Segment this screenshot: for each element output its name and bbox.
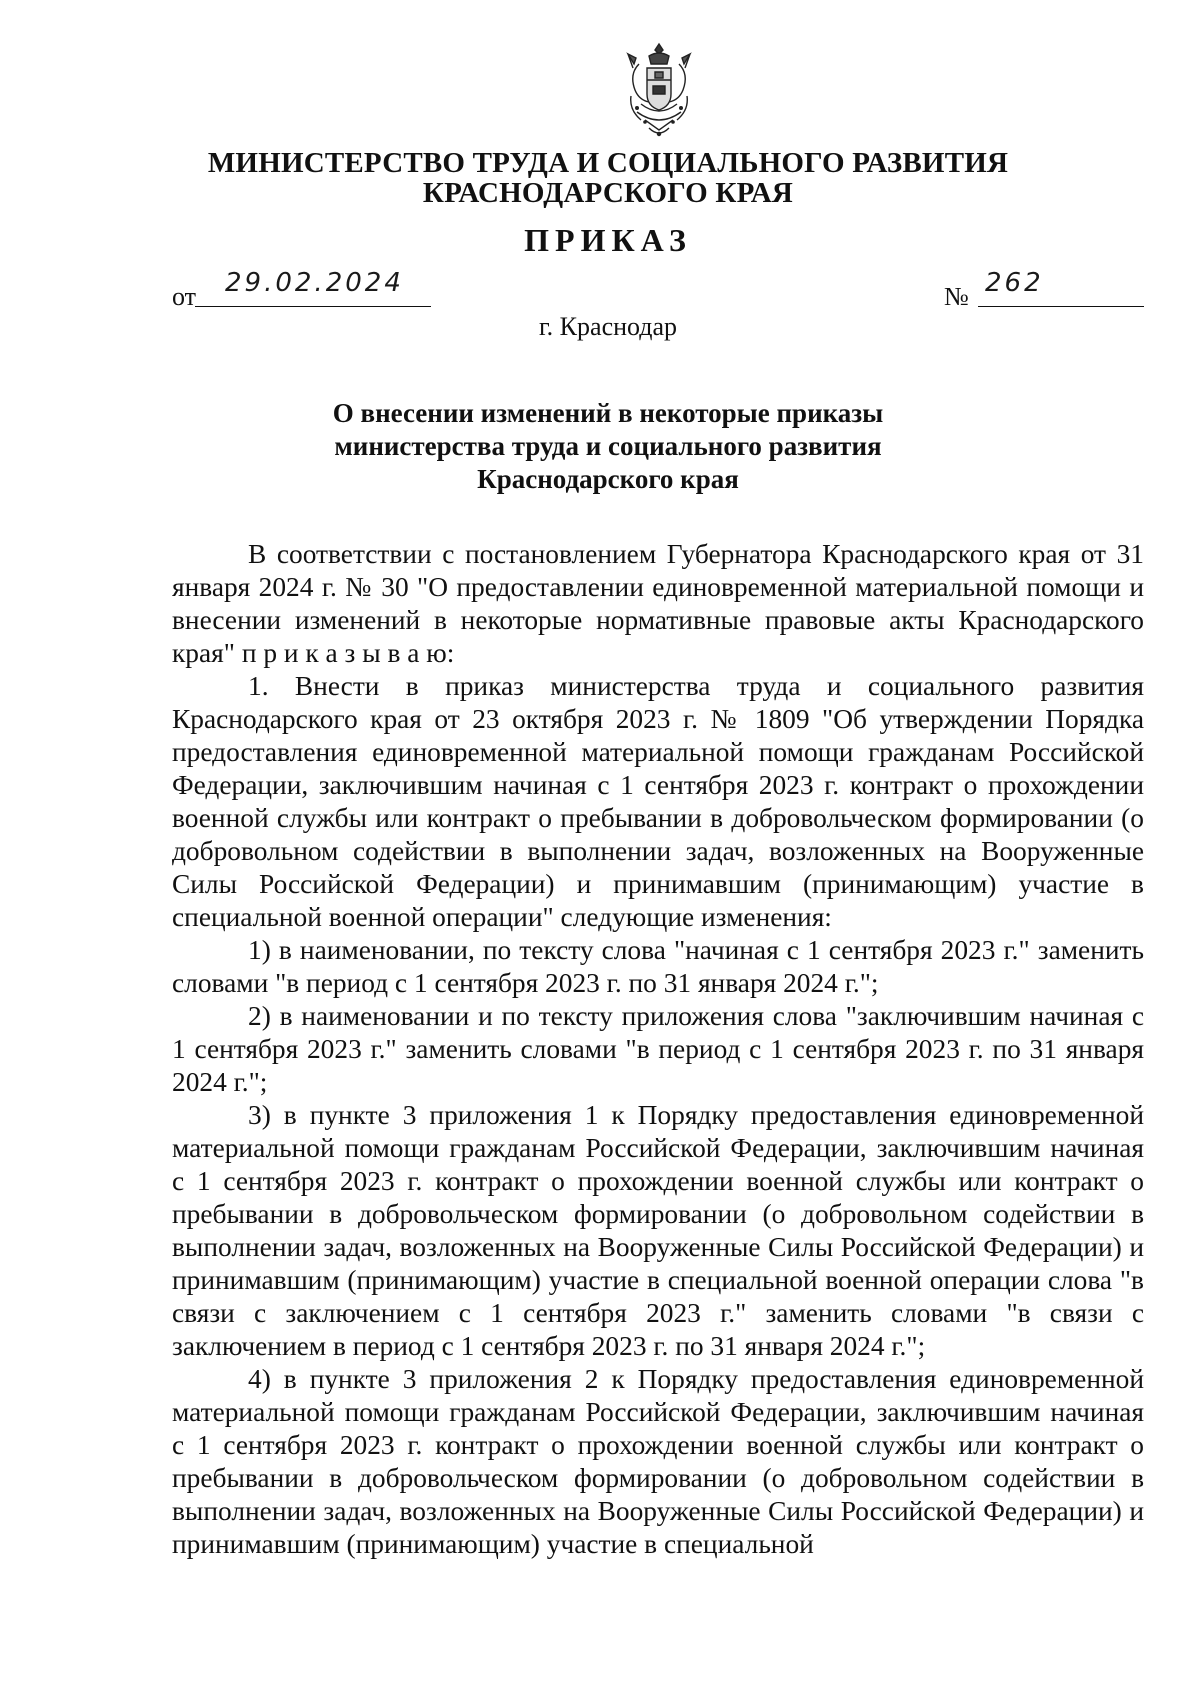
intro-command: п р и к а з ы в а ю: — [241, 638, 455, 668]
number-underline — [978, 306, 1144, 307]
intro-paragraph — [172, 538, 1144, 670]
document-body — [172, 538, 1144, 1561]
city-name: г. Краснодар — [538, 312, 678, 341]
title-line-3: Краснодарского края — [477, 464, 739, 494]
subitem-1-paragraph: 1) в наименовании, по тексту слова "начиная с 1 сентября 2023 г." заменить словами "в период с 1 сентября 2023 г. по 31 января 2024 г."; — [172, 935, 1144, 998]
date-underline — [195, 306, 431, 307]
doc-type-heading: ПРИКАЗ — [524, 222, 692, 258]
intro-text: В соответствии с постановлением Губернатора Краснодарского края от 31 января 2024 г. № 30 "О предоставлении единовременной материальной помощи и внесении изменений в некоторые нормативные правовые акты Краснодарского края" — [172, 539, 1144, 668]
ministry-line-1: МИНИСТЕРСТВО ТРУДА И СОЦИАЛЬНОГО РАЗВИТИЯ — [207, 147, 1009, 179]
coat-of-arms-icon — [625, 42, 693, 140]
ministry-line-2: КРАСНОДАРСКОГО КРАЯ — [422, 177, 794, 209]
title-line-2: министерства труда и социального развития — [334, 431, 882, 461]
document-title — [300, 397, 916, 496]
item-1-paragraph: 1. Внести в приказ министерства труда и социального развития Краснодарского края от 23 октября 2023 г. № 1809 "Об утверждении Порядка предоставления единовременной материальной помощи гражданам Российской Федерации, заключившим начиная с 1 сентября 2023 г. контракт о прохождении военной службы или контракт о пребывании в добровольческом формировании (о добровольном содействии в выполнении задач, возложенных на Вооруженные Силы Российской Федерации) и принимавшим (принимающим) участие в специальной военной операции" следующие изменения: — [172, 671, 1144, 932]
subitem-3-paragraph: 3) в пункте 3 приложения 1 к Порядку предоставления единовременной материальной помощи гражданам Российской Федерации, заключившим начиная с 1 сентября 2023 г. контракт о прохождении военной службы или контракт о пребывании в добровольческом формировании (о добровольном содействии в выполнении задач, возложенных на Вооруженные Силы Российской Федерации) и принимавшим (принимающим) участие в специальной военной операции слова "в связи с заключением с 1 сентября 2023 г." заменить словами "в связи с заключением в период с 1 сентября 2023 г. по 31 января 2024 г."; — [172, 1100, 1144, 1361]
date-label: от — [172, 282, 197, 311]
ministry-name — [0, 148, 1200, 208]
subitem-2-paragraph: 2) в наименовании и по тексту приложения слова "заключившим начиная с 1 сентября 2023 г." заменить словами "в период с 1 сентября 2023 г. по 31 января 2024 г."; — [172, 1001, 1144, 1097]
subitem-4-paragraph: 4) в пункте 3 приложения 2 к Порядку предоставления единовременной материальной помощи гражданам Российской Федерации, заключившим начиная с 1 сентября 2023 г. контракт о прохождении военной службы или контракт о пребывании в добровольческом формировании (о добровольном содействии в выполнении задач, возложенных на Вооруженные Силы Российской Федерации) и принимавшим (принимающим) участие в специальной — [172, 1364, 1144, 1559]
title-line-1: О внесении изменений в некоторые приказы — [332, 398, 884, 428]
number-value: 262 — [985, 268, 1044, 298]
date-value: 29.02.2024 — [225, 268, 404, 298]
number-label: № — [944, 282, 969, 311]
